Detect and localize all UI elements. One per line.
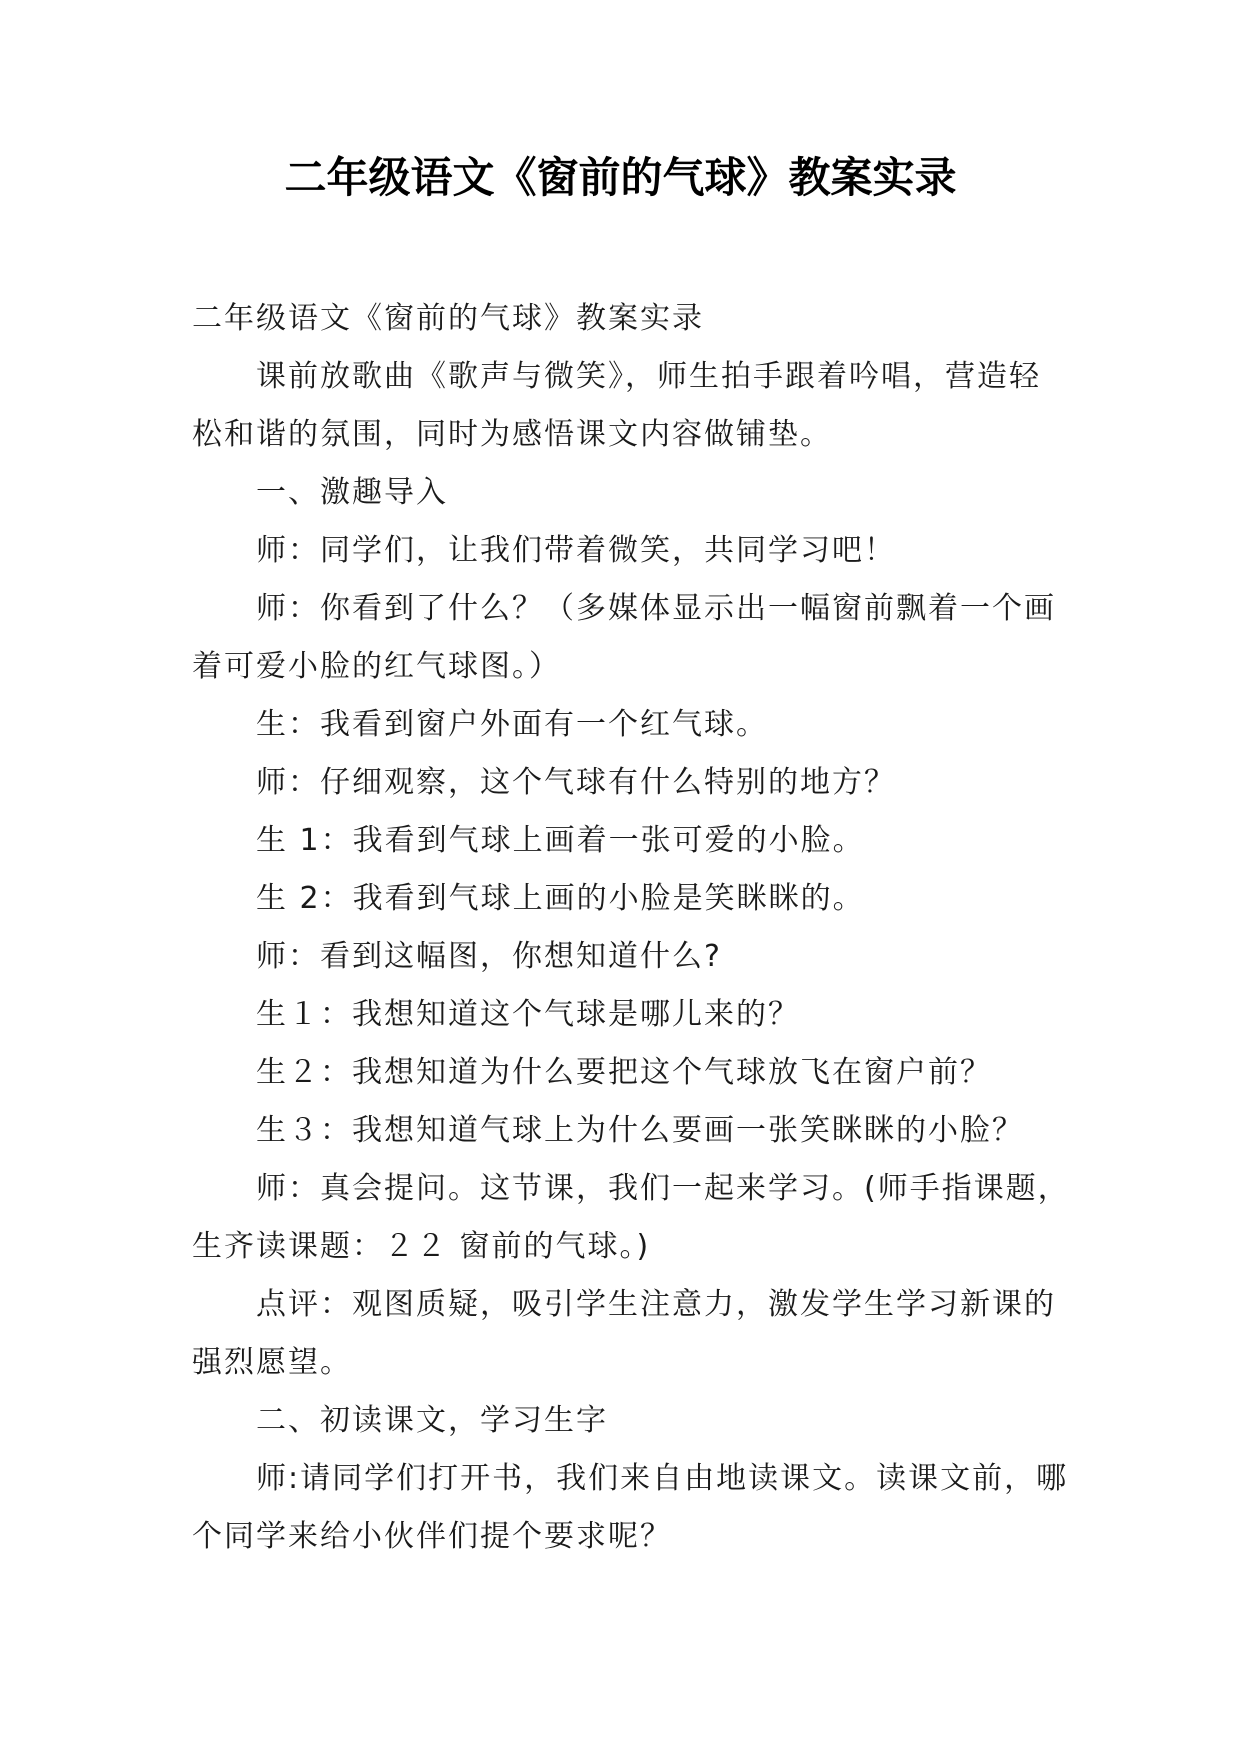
paragraph: 生３：我想知道气球上为什么要画一张笑眯眯的小脸？ xyxy=(256,1113,1024,1148)
page-title: 二年级语文《窗前的气球》教案实录 xyxy=(284,153,957,202)
paragraph: 二年级语文《窗前的气球》教案实录 xyxy=(192,301,704,336)
paragraph: 师：你看到了什么？（多媒体显示出一幅窗前飘着一个画着可爱小脸的红气球图。） xyxy=(192,591,1056,684)
paragraph: 生２：我想知道为什么要把这个气球放飞在窗户前？ xyxy=(256,1055,992,1090)
paragraph: 师：同学们，让我们带着微笑，共同学习吧！ xyxy=(256,533,896,568)
paragraph: 课前放歌曲《歌声与微笑》，师生拍手跟着吟唱，营造轻松和谐的氛围，同时为感悟课文内容做铺垫。 xyxy=(192,359,1041,452)
paragraph: 生 1：我看到气球上画着一张可爱的小脸。 xyxy=(256,823,865,858)
paragraph: 生：我看到窗户外面有一个红气球。 xyxy=(256,707,768,742)
section-heading: 一、激趣导入 xyxy=(256,475,448,510)
paragraph: 师：仔细观察，这个气球有什么特别的地方？ xyxy=(256,765,896,800)
paragraph: 生１：我想知道这个气球是哪儿来的？ xyxy=(256,997,800,1032)
paragraph: 师：看到这幅图，你想知道什么? xyxy=(256,939,722,974)
document-body xyxy=(192,290,1072,1566)
paragraph: 师:请同学们打开书，我们来自由地读课文。读课文前，哪个同学来给小伙伴们提个要求呢？ xyxy=(192,1461,1069,1554)
paragraph: 师：真会提问。这节课，我们一起来学习。(师手指课题，生齐读课题：２２ 窗前的气球。) xyxy=(192,1171,1070,1264)
section-heading: 二、初读课文，学习生字 xyxy=(256,1403,608,1438)
paragraph: 生 2：我看到气球上画的小脸是笑眯眯的。 xyxy=(256,881,865,916)
paragraph: 点评：观图质疑，吸引学生注意力，激发学生学习新课的强烈愿望。 xyxy=(192,1287,1056,1380)
